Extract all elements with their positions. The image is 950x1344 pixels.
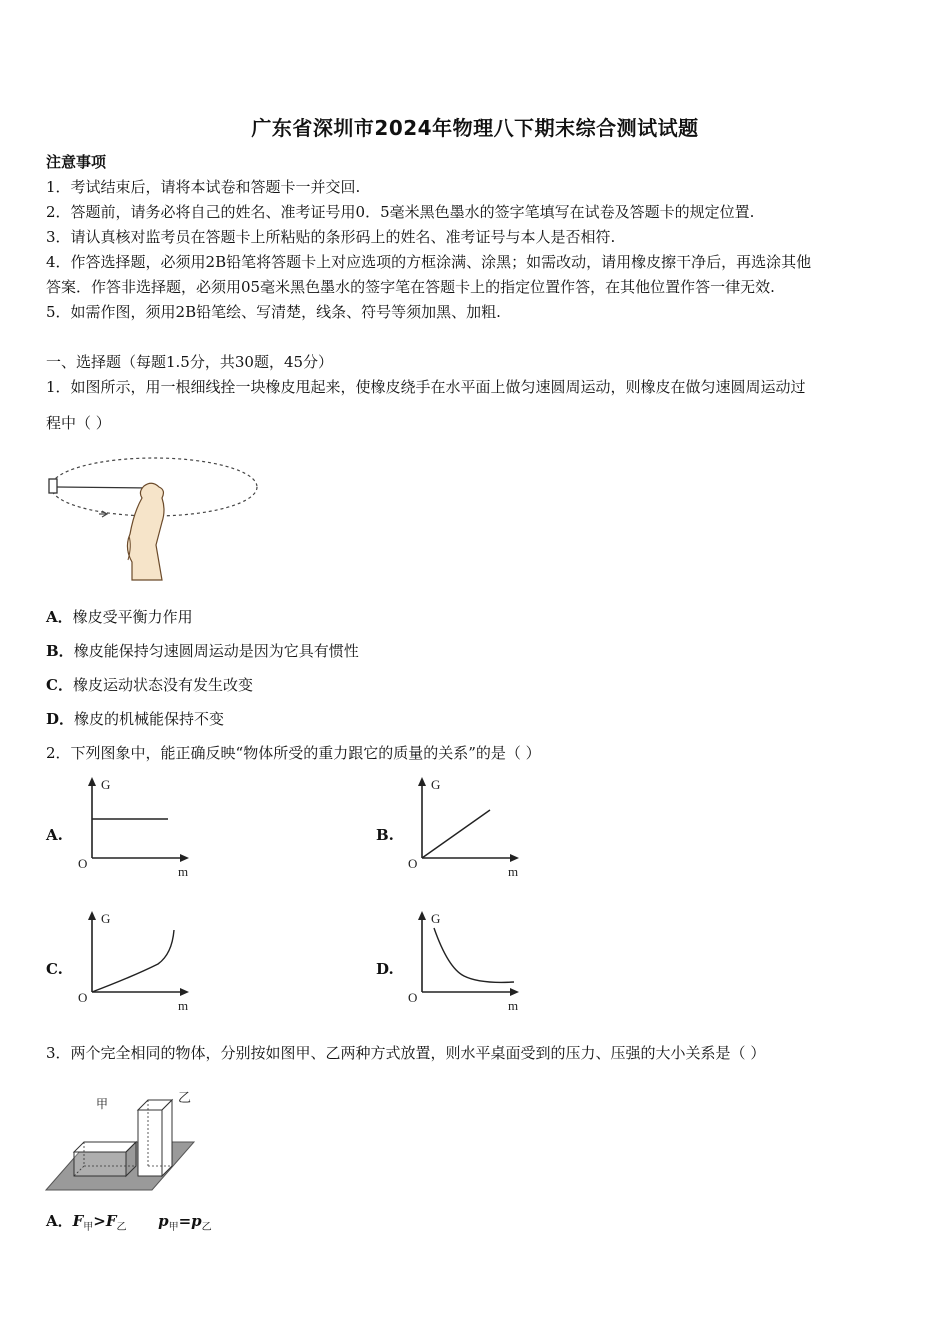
question-2-stem: 2．下列图象中，能正确反映“物体所受的重力跟它的质量的关系”的是（ ） — [46, 744, 541, 762]
string — [57, 487, 152, 488]
label-jia: 甲 — [96, 1097, 109, 1111]
q2-option-c[interactable]: C. — [46, 960, 63, 978]
q2-option-a[interactable]: A. — [46, 826, 63, 844]
pressure-symbol: p — [191, 1212, 202, 1230]
notice-item: 3．请认真核对监考员在答题卡上所粘贴的条形码上的姓名、准考证号与本人是否相符. — [46, 228, 616, 246]
axis-y-label: G — [431, 777, 441, 792]
option-letter: B． — [46, 642, 74, 660]
option-letter: A． — [46, 608, 73, 626]
q3-option-a[interactable] — [46, 1210, 212, 1233]
notice-item: 4．作答选择题，必须用2B铅笔将答题卡上对应选项的方框涂满、涂黑；如需改动，请用橡皮擦干净后，再选涂其他 — [46, 253, 812, 271]
axis-x-label: m — [508, 864, 519, 879]
box-jia — [74, 1142, 136, 1152]
option-letter: D． — [46, 710, 75, 728]
relation-symbol: > — [93, 1212, 106, 1230]
axis-y-label: G — [101, 777, 111, 792]
relation-symbol: = — [178, 1212, 192, 1230]
q1-option-b[interactable]: 橡皮能保持匀速圆周运动是因为它具有惯性 — [73, 642, 359, 660]
q2-option-b[interactable]: B. — [376, 826, 394, 844]
graph-line — [422, 810, 490, 858]
graph-curve — [434, 928, 514, 982]
notice-item: 5．如需作图，须用2B铅笔绘、写清楚，线条、符号等须加黑、加粗. — [46, 303, 501, 321]
option-letter: A． — [46, 1212, 73, 1230]
notice-item: 2．答题前，请务必将自己的姓名、准考证号用0．5毫米黑色墨水的签字笔填写在试卷及答题卡的规定位置. — [46, 203, 755, 221]
q1-option-a[interactable]: 橡皮受平衡力作用 — [72, 608, 193, 626]
q1-option-d[interactable]: 橡皮的机械能保持不变 — [74, 710, 225, 728]
graph-curve — [92, 930, 174, 992]
q2-graph-c — [74, 906, 204, 1018]
question-1-stem-cont: 程中（ ） — [46, 414, 111, 432]
origin-label: O — [408, 990, 418, 1005]
hand — [127, 483, 164, 580]
q2-option-d[interactable]: D. — [376, 960, 394, 978]
notice-item: 答案．作答非选择题，必须用05毫米黑色墨水的签字笔在答题卡上的指定位置作答，在其他位置作答一律无效. — [46, 278, 775, 296]
label-yi: 乙 — [178, 1091, 192, 1106]
subscript: 甲 — [83, 1222, 94, 1233]
pressure-symbol: p — [158, 1212, 169, 1230]
q2-graph-d — [404, 906, 534, 1018]
option-letter: C． — [46, 676, 73, 694]
force-symbol: F — [105, 1212, 117, 1230]
subscript: 乙 — [201, 1222, 212, 1233]
q2-graph-b — [404, 772, 534, 884]
axis-x-label: m — [178, 864, 189, 879]
axis-y-label: G — [431, 911, 441, 926]
eraser — [49, 479, 57, 493]
q2-graph-a — [74, 772, 204, 884]
notice-item: 1．考试结束后，请将本试卷和答题卡一并交回. — [46, 178, 361, 196]
subscript: 甲 — [168, 1222, 179, 1233]
origin-label: O — [78, 990, 88, 1005]
question-1-stem: 1．如图所示，用一根细线拴一块橡皮甩起来，使橡皮绕手在水平面上做匀速圆周运动，则橡皮在做匀速圆周运动过 — [46, 378, 806, 396]
axis-y-label: G — [101, 911, 111, 926]
q1-option-c[interactable]: 橡皮运动状态没有发生改变 — [72, 676, 253, 694]
axis-x-label: m — [508, 998, 519, 1013]
question-3-figure — [44, 1080, 204, 1195]
page-title: 广东省深圳市2024年物理八下期末综合测试试题 — [251, 116, 699, 140]
force-symbol: F — [72, 1212, 84, 1230]
question-1-figure — [44, 450, 264, 585]
section-heading: 一、选择题（每题1.5分，共30题，45分） — [46, 353, 334, 371]
origin-label: O — [408, 856, 418, 871]
question-3-stem: 3．两个完全相同的物体，分别按如图甲、乙两种方式放置，则水平桌面受到的压力、压强的大小关系是（ ） — [46, 1044, 766, 1062]
axis-x-label: m — [178, 998, 189, 1013]
origin-label: O — [78, 856, 88, 871]
notice-heading: 注意事项 — [46, 153, 107, 171]
subscript: 乙 — [116, 1222, 127, 1233]
